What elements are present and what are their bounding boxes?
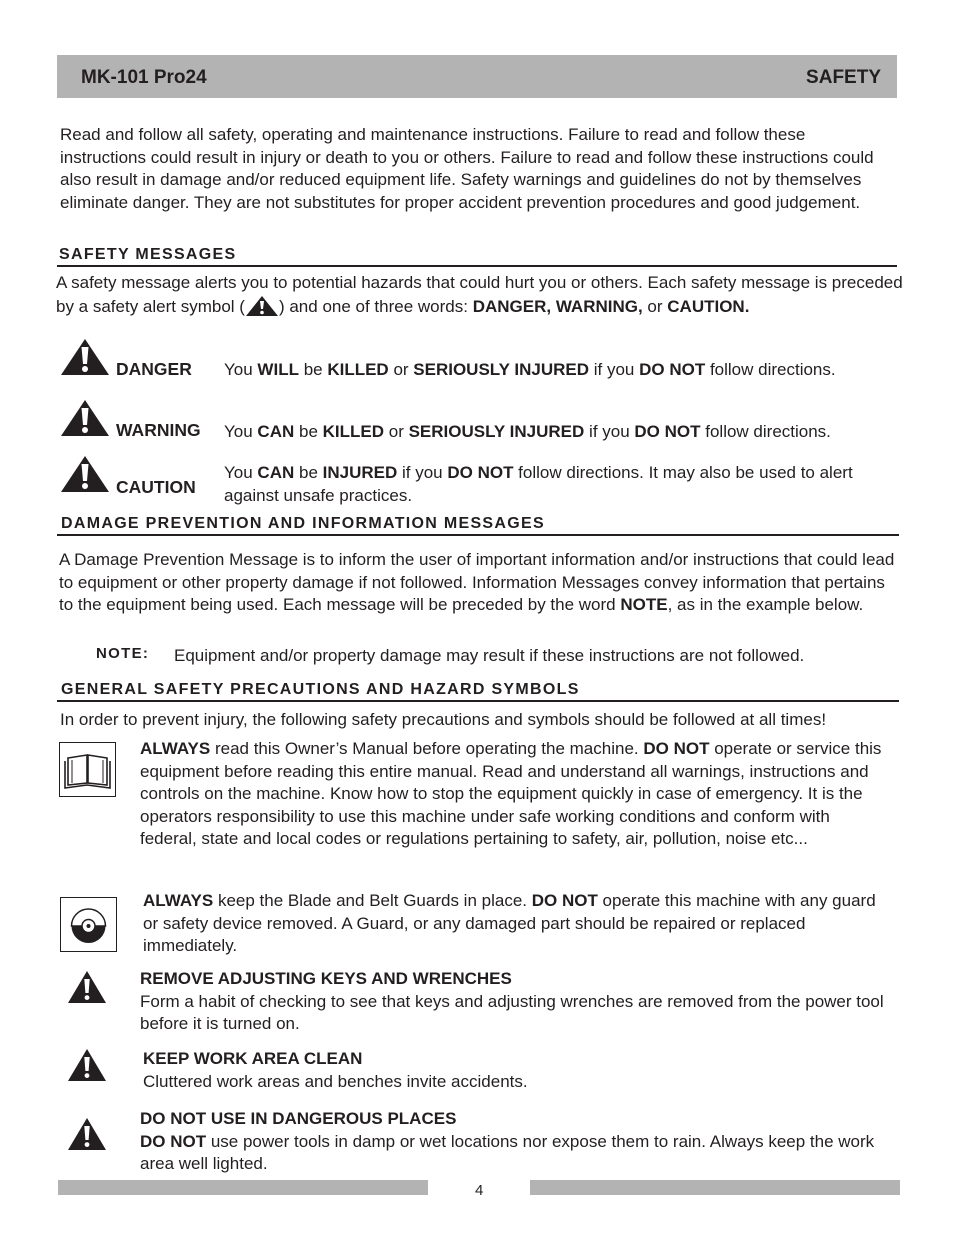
item-read-manual: ALWAYS read this Owner’s Manual before operating the machine. DO NOT operate or service this equipment before reading this entire manual. Read and understand all warnings, instructions and controls on the machine. Know how to stop the equipment quickly in case of emergency. It is the operators responsibility to use this machine under safe working conditions and conform with federal, state and local codes or regulations pertaining to safety, air, pollution, noise etc...	[140, 739, 882, 848]
warning-icon	[60, 399, 110, 442]
section-rule	[57, 700, 899, 702]
item-body: DO NOT use power tools in damp or wet locations nor expose them to rain. Always keep the work area well lighted.	[140, 1131, 875, 1173]
damage-prevention-title: DAMAGE PREVENTION AND INFORMATION MESSAGES	[61, 515, 545, 532]
item-blade-guards: ALWAYS keep the Blade and Belt Guards in place. DO NOT operate this machine with any guard or safety device removed. A Guard, or any damaged part should be repaired or replaced immediately.	[143, 891, 876, 955]
item-heading: DO NOT USE IN DANGEROUS PLACES	[140, 1109, 457, 1128]
damage-prevention-body: A Damage Prevention Message is to inform the user of important information and/or instructions that could lead to equipment or other property damage if not followed. Information Messages convey information that pertains to the equipment being used. Each message will be preceded by the word NOTE, as in the example below.	[59, 550, 895, 614]
page-number: 4	[475, 1182, 484, 1199]
model-name: MK-101 Pro24	[81, 67, 207, 88]
caution-text: You CAN be INJURED if you DO NOT follow directions. It may also be used to alert against unsafe practices.	[224, 463, 853, 505]
item-remove-keys	[140, 968, 895, 1036]
blade-guard-icon	[60, 897, 117, 952]
caution-label: CAUTION	[116, 477, 196, 497]
item-heading: KEEP WORK AREA CLEAN	[143, 1049, 363, 1068]
item-keep-clean	[143, 1048, 895, 1093]
item-dangerous-places	[140, 1108, 895, 1176]
warning-triangle-icon	[67, 1048, 107, 1087]
safety-messages-title: SAFETY MESSAGES	[59, 246, 237, 263]
warning-triangle-icon	[67, 1117, 107, 1156]
header-bar	[57, 55, 897, 98]
safety-messages-body: A safety message alerts you to potential hazards that could hurt you or others. Each safety message is preceded by a safety alert symbol ( ) and one of three words: DANGER, WARNING, or CAUTION.	[56, 273, 903, 316]
danger-text: You WILL be KILLED or SERIOUSLY INJURED if you DO NOT follow directions.	[224, 360, 836, 379]
manual-book-icon	[59, 742, 116, 797]
note-label: NOTE:	[96, 645, 150, 662]
caution-icon	[60, 455, 110, 498]
note-text: Equipment and/or property damage may result if these instructions are not followed.	[174, 646, 805, 665]
intro-paragraph: Read and follow all safety, operating and maintenance instructions. Failure to read and follow these instructions could result in injury or death to you or others. Failure to read and follow these instructions could also result in damage and/or reduced equipment life. Safety warnings and guidelines do not by themselves eliminate danger. They are not substitutes for proper accident prevention procedures and good judgement.	[60, 125, 874, 212]
footer-bar-left	[58, 1180, 428, 1195]
section-name: SAFETY	[806, 67, 881, 88]
safety-alert-symbol-icon	[245, 295, 279, 317]
warning-label: WARNING	[116, 420, 201, 440]
item-body: Cluttered work areas and benches invite accidents.	[143, 1071, 528, 1091]
general-safety-intro: In order to prevent injury, the following safety precautions and symbols should be followed at all times!	[60, 710, 827, 729]
section-rule	[57, 265, 897, 267]
danger-icon	[60, 338, 110, 381]
section-rule	[57, 534, 899, 536]
footer-bar-right	[530, 1180, 900, 1195]
item-heading: REMOVE ADJUSTING KEYS AND WRENCHES	[140, 969, 512, 988]
warning-text: You CAN be KILLED or SERIOUSLY INJURED if you DO NOT follow directions.	[224, 422, 831, 441]
general-safety-title: GENERAL SAFETY PRECAUTIONS AND HAZARD SYMBOLS	[61, 681, 580, 698]
item-body: Form a habit of checking to see that keys and adjusting wrenches are removed from the power tool before it is turned on.	[140, 991, 884, 1033]
warning-triangle-icon	[67, 970, 107, 1009]
danger-label: DANGER	[116, 359, 192, 379]
